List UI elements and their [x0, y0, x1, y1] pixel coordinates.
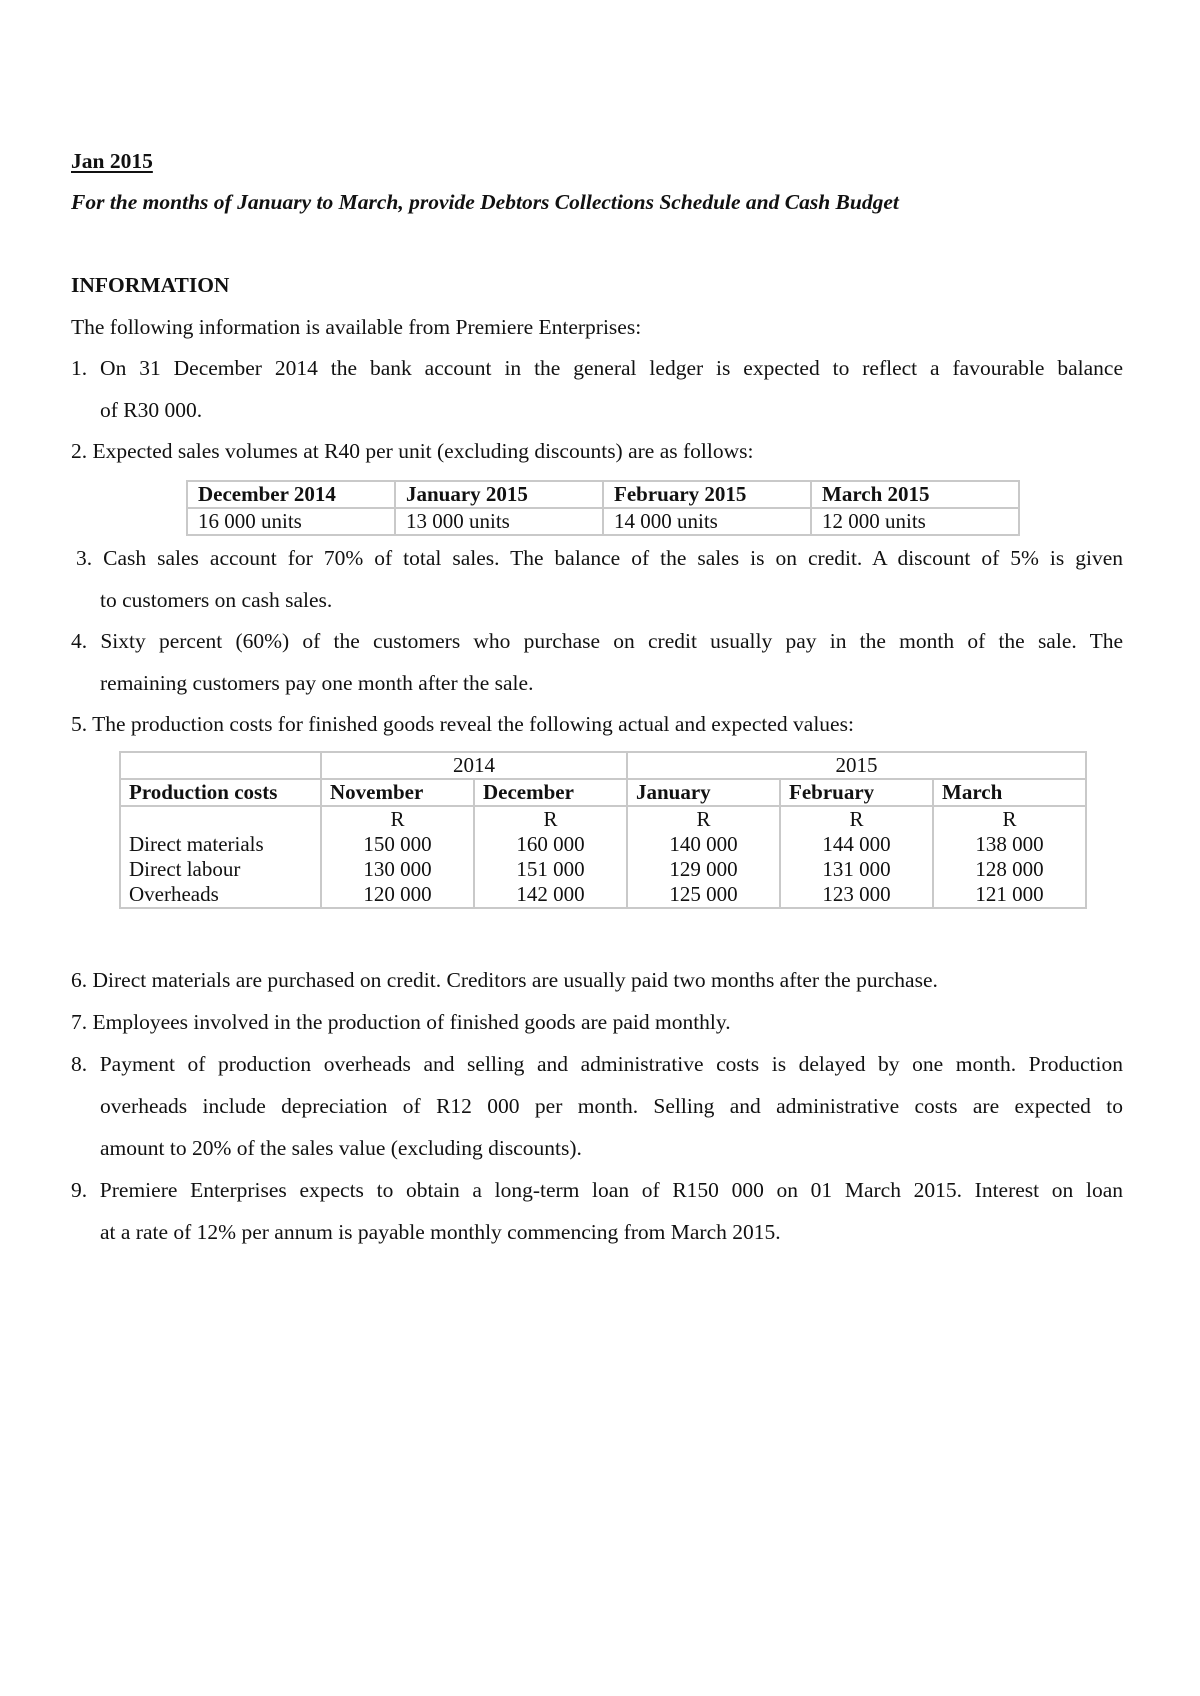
- prod-month-header: December: [474, 779, 627, 806]
- sales-value-cell: 13 000 units: [395, 508, 603, 535]
- prod-currency-cell: R: [627, 806, 780, 832]
- sales-header-cell: December 2014: [187, 481, 395, 508]
- prod-year-row: [120, 752, 1086, 779]
- prod-value-cell: 129 000: [627, 857, 780, 882]
- prod-currency-cell: R: [474, 806, 627, 832]
- sales-table-value-row: [187, 508, 1019, 535]
- prod-empty-cell: [120, 806, 321, 832]
- document-subtitle: For the months of January to March, provide Debtors Collections Schedule and Cash Budget: [71, 190, 899, 214]
- item-6: 6. Direct materials are purchased on credit. Creditors are usually paid two months after the purchase.: [71, 968, 938, 992]
- prod-currency-cell: R: [321, 806, 474, 832]
- prod-label-header: Production costs: [120, 779, 321, 806]
- prod-month-header: March: [933, 779, 1086, 806]
- item-3-line-2: to customers on cash sales.: [100, 588, 333, 612]
- prod-value-cell: 123 000: [780, 882, 933, 908]
- prod-currency-row: [120, 806, 1086, 832]
- item-5: 5. The production costs for finished goods reveal the following actual and expected values:: [71, 712, 854, 736]
- sales-value-cell: 12 000 units: [811, 508, 1019, 535]
- prod-value-cell: 144 000: [780, 832, 933, 857]
- prod-currency-cell: R: [780, 806, 933, 832]
- prod-currency-cell: R: [933, 806, 1086, 832]
- item-2: 2. Expected sales volumes at R40 per unit (excluding discounts) are as follows:: [71, 439, 754, 463]
- prod-value-cell: 142 000: [474, 882, 627, 908]
- prod-value-cell: 128 000: [933, 857, 1086, 882]
- prod-value-cell: 125 000: [627, 882, 780, 908]
- prod-month-header: November: [321, 779, 474, 806]
- prod-value-cell: 160 000: [474, 832, 627, 857]
- item-8-line-1: 8. Payment of production overheads and selling and administrative costs is delayed by one month. Production: [71, 1052, 1123, 1076]
- prod-value-cell: 120 000: [321, 882, 474, 908]
- item-8-line-2: overheads include depreciation of R12 000 per month. Selling and administrative costs are expected to: [100, 1094, 1123, 1118]
- prod-empty-cell: [120, 752, 321, 779]
- prod-month-header: February: [780, 779, 933, 806]
- item-9-line-2: at a rate of 12% per annum is payable monthly commencing from March 2015.: [100, 1220, 781, 1244]
- sales-volume-table: [186, 480, 1020, 536]
- prod-month-row: [120, 779, 1086, 806]
- item-1-line-1: 1. On 31 December 2014 the bank account in the general ledger is expected to reflect a favourable balance: [71, 356, 1123, 380]
- prod-value-cell: 150 000: [321, 832, 474, 857]
- prod-row-direct-materials: [120, 832, 1086, 857]
- intro-text: The following information is available from Premiere Enterprises:: [71, 315, 642, 339]
- item-4-line-2: remaining customers pay one month after the sale.: [100, 671, 534, 695]
- sales-header-cell: March 2015: [811, 481, 1019, 508]
- item-1-line-2: of R30 000.: [100, 398, 203, 422]
- sales-value-cell: 14 000 units: [603, 508, 811, 535]
- item-8-line-3: amount to 20% of the sales value (excluding discounts).: [100, 1136, 582, 1160]
- item-4-line-1: 4. Sixty percent (60%) of the customers who purchase on credit usually pay in the month of the sale. The: [71, 629, 1123, 653]
- sales-table-header-row: [187, 481, 1019, 508]
- prod-row-label: Overheads: [120, 882, 321, 908]
- prod-value-cell: 140 000: [627, 832, 780, 857]
- document-title: Jan 2015: [71, 149, 153, 173]
- prod-year-2015: 2015: [627, 752, 1086, 779]
- item-3-line-1: 3. Cash sales account for 70% of total sales. The balance of the sales is on credit. A discount of 5% is given: [76, 546, 1123, 570]
- section-heading: INFORMATION: [71, 273, 230, 297]
- sales-header-cell: January 2015: [395, 481, 603, 508]
- prod-value-cell: 130 000: [321, 857, 474, 882]
- prod-value-cell: 121 000: [933, 882, 1086, 908]
- item-7: 7. Employees involved in the production of finished goods are paid monthly.: [71, 1010, 731, 1034]
- production-costs-table: [119, 751, 1087, 909]
- item-9-line-1: 9. Premiere Enterprises expects to obtain a long-term loan of R150 000 on 01 March 2015. Interest on loan: [71, 1178, 1123, 1202]
- sales-value-cell: 16 000 units: [187, 508, 395, 535]
- prod-row-label: Direct labour: [120, 857, 321, 882]
- prod-row-overheads: [120, 882, 1086, 908]
- sales-header-cell: February 2015: [603, 481, 811, 508]
- prod-month-header: January: [627, 779, 780, 806]
- prod-value-cell: 131 000: [780, 857, 933, 882]
- prod-row-direct-labour: [120, 857, 1086, 882]
- prod-value-cell: 151 000: [474, 857, 627, 882]
- prod-value-cell: 138 000: [933, 832, 1086, 857]
- prod-row-label: Direct materials: [120, 832, 321, 857]
- prod-year-2014: 2014: [321, 752, 627, 779]
